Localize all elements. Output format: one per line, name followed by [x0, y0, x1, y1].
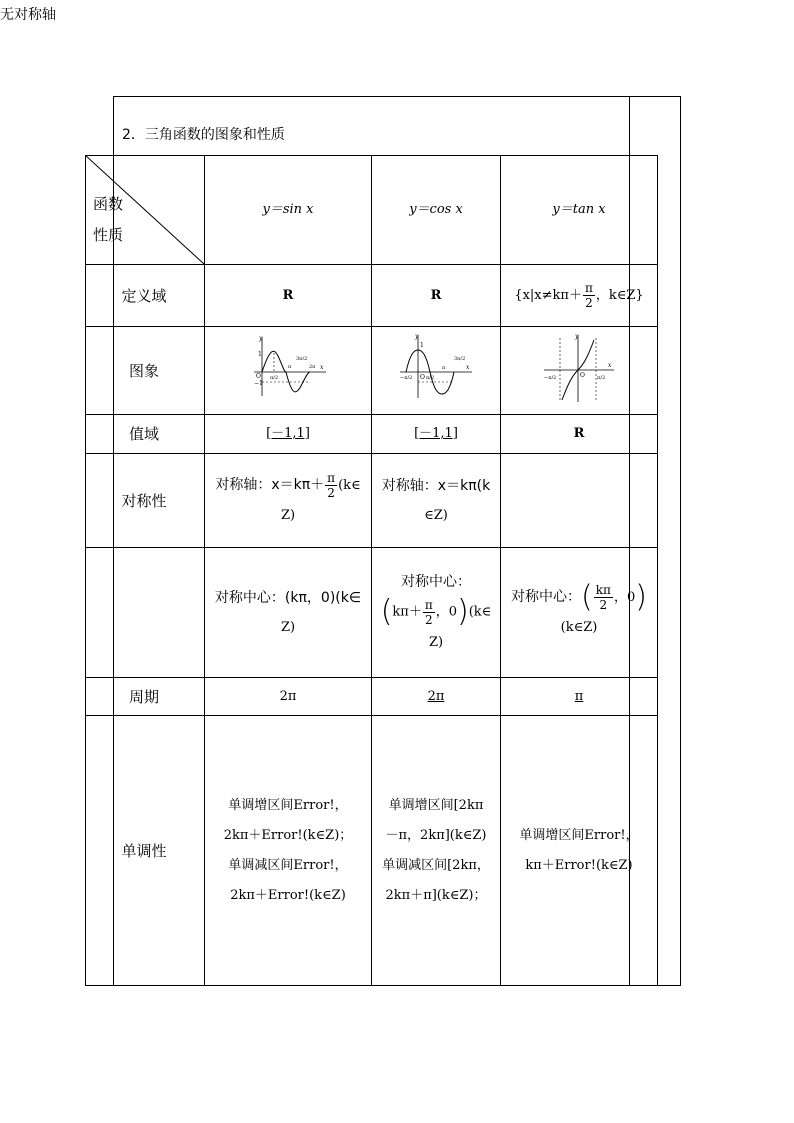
period-cos: 2π: [427, 688, 445, 704]
cos-graph-y-label: y: [415, 333, 419, 340]
frame-right-line: [680, 96, 681, 986]
row-label-domain: 定义域: [121, 286, 167, 305]
domain-tan-num: π: [584, 281, 593, 295]
symmetry-sin-text-b: (k∈: [338, 478, 361, 493]
center-sin-line2: Z): [280, 619, 296, 635]
symmetry-sin-num: π: [327, 471, 336, 485]
header-corner-top: 函数: [93, 195, 124, 213]
table-left-line: [85, 155, 86, 986]
domain-tan-prefix: {x|x≠kπ＋: [514, 287, 582, 303]
center-cos-line3: Z): [428, 634, 444, 650]
monotonic-cos-line2: －π，2kπ](k∈Z): [385, 827, 487, 843]
domain-tan-fraction: [583, 281, 595, 310]
cos-graph-neg-pi-half: −π/2: [400, 375, 413, 381]
frame-top-line: [113, 96, 680, 97]
header-tan: y＝tan x: [552, 202, 606, 217]
symmetry-sin: [205, 454, 371, 547]
cos-graph-x-label: x: [466, 364, 470, 371]
sin-graph-y-label: y: [259, 335, 263, 342]
sin-graph-neg-one: −1: [254, 380, 263, 387]
monotonic-sin-line1: 单调增区间Error!，: [228, 797, 348, 813]
tan-graph-x-label: x: [608, 362, 612, 369]
header-sin: y＝sin x: [262, 202, 314, 217]
tan-graph-origin: O: [580, 372, 585, 379]
tan-graph-neg-pi-half: −π/2: [544, 375, 557, 381]
range-tan: R: [573, 426, 585, 441]
cos-graph-origin: O: [420, 374, 425, 381]
domain-cos: R: [430, 287, 442, 303]
period-tan: π: [574, 688, 584, 704]
center-cos: [372, 548, 500, 677]
tan-graph-y-label: y: [575, 333, 579, 340]
section-heading: 2．三角函数的图象和性质: [122, 127, 285, 143]
symmetry-sin-den: 2: [327, 486, 335, 500]
monotonic-cos-line1: 单调增区间[2kπ: [388, 797, 484, 813]
center-cos-line2: (kπ＋ $\frac{\pi}{2}$ ，0)(k∈: [380, 594, 492, 630]
header-corner-bottom: 性质: [93, 226, 124, 244]
center-sin: [205, 548, 371, 677]
period-sin: 2π: [279, 688, 297, 704]
center-tan-post: ，0: [613, 590, 636, 605]
center-tan-line2: (k∈Z): [560, 620, 598, 635]
monotonic-sin-line2: 2kπ＋Error!(k∈Z)；: [223, 827, 353, 843]
monotonic-tan-line1: 单调增区间Error!，: [519, 827, 639, 843]
symmetry-sin-text-a: 对称轴：x＝kπ＋: [215, 477, 325, 493]
sin-graph-three-pi-half: 3π/2: [296, 356, 308, 362]
row-label-symmetry: 对称性: [121, 491, 167, 510]
sin-graph-one: 1: [258, 351, 262, 358]
domain-sin: R: [282, 287, 294, 303]
monotonic-sin-line3: 单调减区间Error!，: [228, 857, 348, 873]
cos-graph-pi: π: [442, 365, 446, 371]
sin-graph-origin: O: [256, 373, 261, 380]
center-cos-tail: (k∈: [468, 604, 492, 620]
monotonic-cos-line3: 单调减区间[2kπ，: [382, 857, 490, 873]
sin-graph-two-pi: 2π: [309, 364, 316, 370]
center-cos-num: π: [424, 597, 433, 612]
center-tan: [501, 548, 657, 677]
symmetry-sin-fraction: [325, 471, 337, 500]
center-tan-den: 2: [599, 598, 608, 612]
range-sin: [－1,1]: [266, 426, 310, 441]
sin-graph-pi: π: [288, 364, 292, 370]
row-label-range: 值域: [128, 425, 159, 443]
monotonic-tan-line2: kπ＋Error!(k∈Z): [525, 857, 633, 873]
symmetry-cos-line2: ∈Z): [424, 507, 448, 523]
header-cos: y＝cos x: [409, 202, 463, 217]
center-sin-line1: 对称中心：(kπ，0)(k∈: [214, 589, 362, 606]
center-tan-fraction: [594, 583, 613, 612]
center-cos-fraction: [423, 598, 435, 627]
symmetry-cos: [372, 454, 500, 547]
monotonic-sin-line4: 2kπ＋Error!(k∈Z): [230, 887, 346, 903]
frame-bottom-line: [85, 985, 680, 986]
table-right-line: [657, 155, 658, 986]
cos-graph: [398, 332, 474, 402]
monotonic-cos: [372, 716, 500, 985]
center-cos-post: ，0: [435, 604, 457, 620]
center-cos-pre: kπ＋: [392, 604, 422, 620]
cos-graph-one: 1: [420, 342, 424, 349]
sin-graph-x-label: x: [320, 364, 324, 371]
center-tan-num: kπ: [595, 583, 611, 597]
monotonic-tan: [501, 716, 657, 985]
center-cos-line1: 对称中心：: [401, 574, 471, 591]
monotonic-cos-line4: 2kπ＋π](k∈Z)；: [385, 887, 487, 903]
domain-tan-den: 2: [585, 296, 593, 310]
range-cos: [－1,1]: [414, 426, 458, 441]
domain-tan: [501, 265, 657, 326]
symmetry-sin-line1: [215, 470, 360, 501]
center-tan-label: 对称中心：: [511, 589, 582, 605]
symmetry-cos-line1: 对称轴：x＝kπ(k: [381, 477, 491, 494]
row-label-graph: 图象: [128, 361, 159, 380]
sin-graph: [252, 334, 328, 400]
cos-graph-pi-half: π/2: [426, 375, 435, 381]
center-cos-den: 2: [424, 612, 433, 627]
cos-graph-three-pi-half: 3π/2: [454, 356, 466, 362]
row-label-period: 周期: [128, 687, 159, 706]
tan-graph: [542, 332, 616, 404]
symmetry-sin-line2: Z): [280, 508, 296, 523]
symmetry-tan: 无对称轴: [0, 7, 56, 23]
domain-tan-suffix: ，k∈Z}: [595, 287, 644, 303]
center-tan-line1: 对称中心：( $\frac{k\pi}{2}$ ，0): [511, 579, 647, 615]
sin-graph-pi-half: π/2: [270, 375, 279, 381]
tan-graph-pi-half: π/2: [597, 375, 606, 381]
monotonic-sin: [205, 716, 371, 985]
row-label-monotonic: 单调性: [121, 841, 167, 860]
